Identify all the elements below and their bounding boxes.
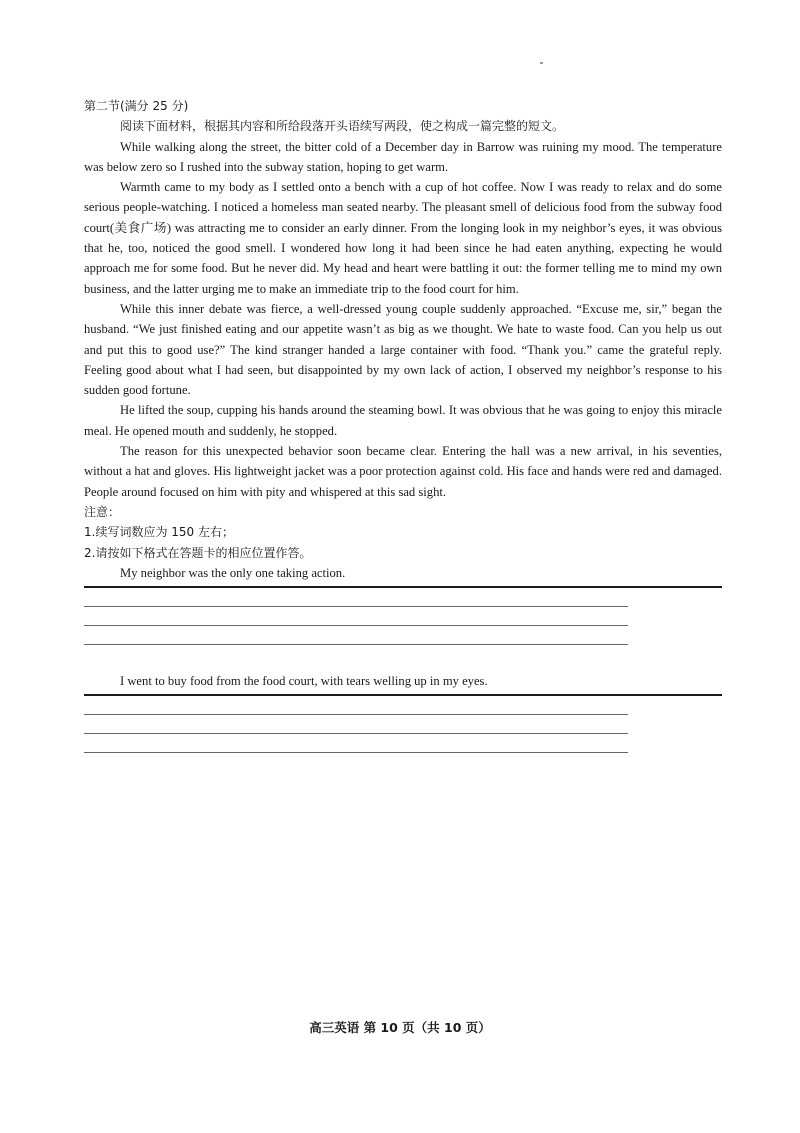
prompt-2-rule — [84, 694, 722, 696]
notes-title: 注意： — [84, 504, 121, 519]
scan-speck — [540, 62, 543, 64]
continuation-prompt-2: I went to buy food from the food court, with tears welling up in my eyes. — [120, 674, 488, 689]
continuation-prompt-1: My neighbor was the only one taking action. — [120, 565, 346, 580]
exam-content — [84, 96, 722, 753]
passage-paragraph-2: Warmth came to my body as I settled onto a bench with a cup of hot coffee. Now I was ready to relax and do some serious people-watching. I noticed a homeless man seated nearby. The pleasant smell of delicious food from the subway food court(美食广场) was attracting me to consider an early dinner. From the longing look in my neighbor’s eyes, it was obvious that he, too, noticed the good smell. I wondered how long it had been since he had eaten anything, expecting he would approach me for some food. But he never did. My head and heart were battling it out: the former telling me to mind my own business, and the latter urging me to make an immediate trip to the food court for him. — [84, 180, 722, 296]
section-instruction: 阅读下面材料，根据其内容和所给段落开头语续写两段，使之构成一篇完整的短文。 — [120, 119, 565, 134]
note-item-2: 2.请按如下格式在答题卡的相应位置作答。 — [84, 545, 312, 560]
answer-line[interactable] — [84, 752, 628, 753]
answer-line[interactable] — [84, 714, 628, 715]
section-title: 第二节(满分 25 分) — [84, 99, 189, 113]
note-item-1: 1.续写词数应为 150 左右； — [84, 525, 234, 540]
page-footer: 高三英语 第 10 页（共 10 页） — [309, 1020, 491, 1035]
answer-line[interactable] — [84, 625, 628, 626]
passage-paragraph-4: He lifted the soup, cupping his hands around the steaming bowl. It was obvious that he was going to enjoy this miracle meal. He opened mouth and suddenly, he stopped. — [84, 403, 722, 438]
answer-line[interactable] — [84, 606, 628, 607]
passage-paragraph-1: While walking along the street, the bitter cold of a December day in Barrow was ruining my mood. The temperature was below zero so I rushed into the subway station, hoping to get warm. — [84, 139, 722, 174]
passage-paragraph-3: While this inner debate was fierce, a well-dressed young couple suddenly approached. “Excuse me, sir,” began the husband. “We just finished eating and our appetite wasn’t as big as we thought. We hate to waste food. Can you help us out and put this to good use?” The kind stranger handed a large container with food. “Thank you.” came the grateful reply. Feeling good about what I had seen, but disappointed by my own lack of action, I observed my neighbor’s response to his sudden good fortune. — [84, 301, 722, 398]
answer-line[interactable] — [84, 733, 628, 734]
passage-paragraph-5: The reason for this unexpected behavior soon became clear. Entering the hall was a new arrival, in his seventies, without a hat and gloves. His lightweight jacket was a poor protection against cold. His face and hands were red and damaged. People around focused on him with pity and whispered at this sad sight. — [84, 444, 722, 499]
prompt-1-rule — [84, 586, 722, 588]
